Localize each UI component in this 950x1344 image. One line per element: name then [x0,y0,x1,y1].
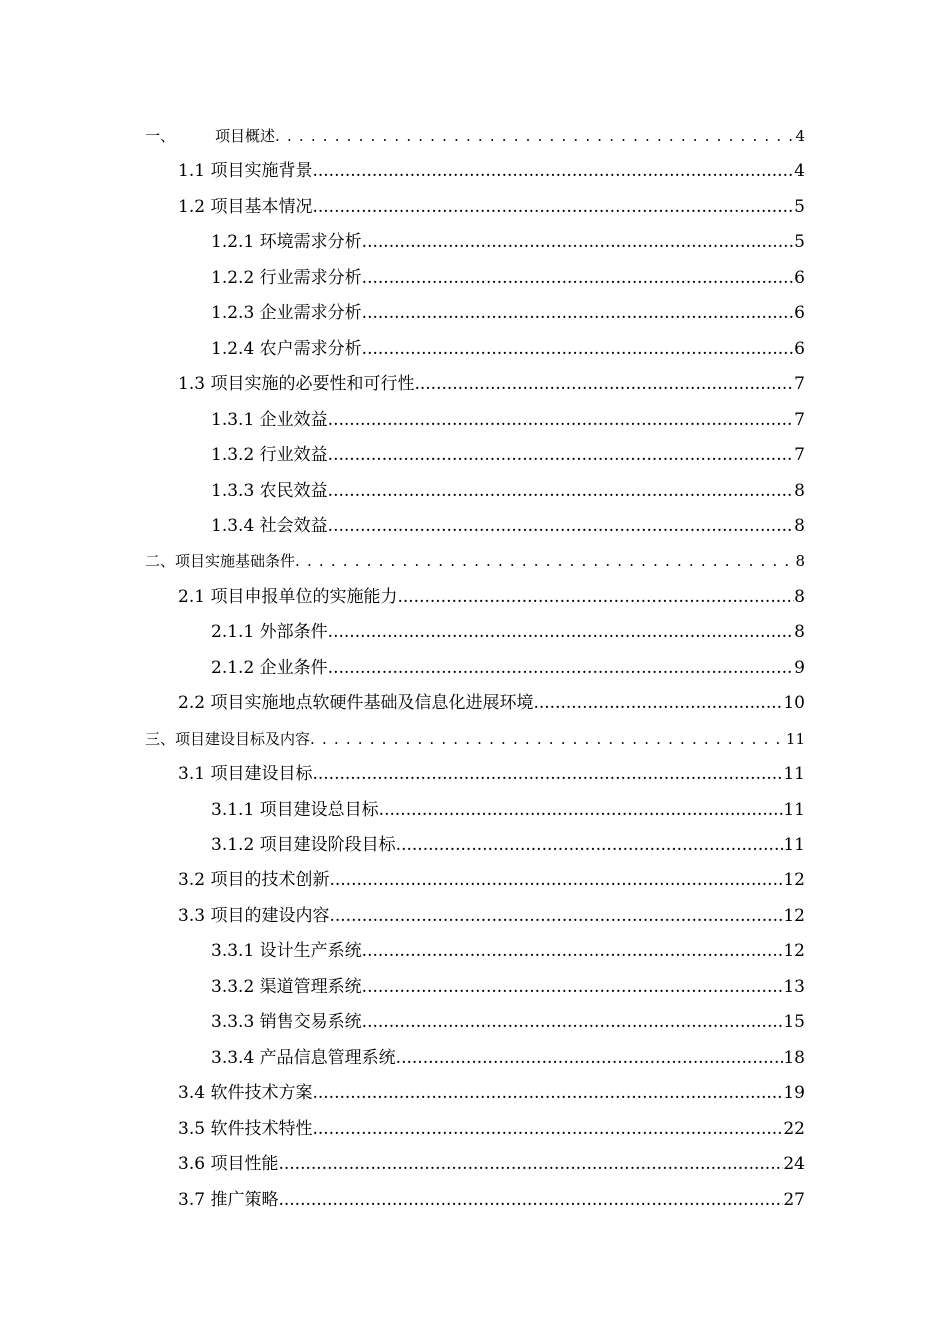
toc-page-number: 15 [783,1012,805,1033]
toc-entry-number: 1.3.2 [211,445,255,466]
toc-dot-leader [362,332,795,366]
toc-entry-number: 2.2 [178,693,206,714]
toc-entry-label [178,154,312,188]
toc-dot-leader [362,970,784,1004]
toc-page-number: 8 [794,515,805,536]
toc-entry-title: 企业需求分析 [259,303,362,324]
toc-entry-label [211,970,362,1004]
toc-entry-label [178,1183,278,1217]
toc-page-number: 8 [794,622,805,643]
toc-entry[interactable] [178,154,805,188]
toc-entry-title: 渠道管理系统 [259,976,362,997]
toc-entry-number: 1.3 [178,374,206,395]
toc-entry-title: 项目实施背景 [210,161,313,182]
toc-page-number: 11 [783,835,805,855]
toc-entry-label [211,332,362,366]
toc-entry-title: 项目的技术创新 [210,870,330,891]
toc-entry[interactable] [211,970,805,1004]
toc-entry-number: 3.1 [178,764,206,785]
toc-entry-title: 项目概述 [215,127,276,145]
toc-dot-leader [312,1076,783,1110]
toc-entry-number: 1.2.1 [211,232,255,253]
toc-page-number: 19 [783,1083,805,1104]
toc-entry[interactable] [211,403,805,437]
toc-entry-title: 项目实施基础条件 [175,552,296,571]
toc-entry[interactable] [211,828,805,862]
toc-entry-label [178,190,312,224]
toc-entry-number: 2.1.1 [211,622,255,643]
toc-entry-label [211,403,328,437]
toc-entry-title: 项目建设目标 [210,764,313,785]
toc-entry-title: 环境需求分析 [259,232,362,253]
toc-entry-title: 设计生产系统 [259,941,362,962]
toc-page-number: 6 [794,267,805,288]
toc-entry-label [178,863,329,897]
toc-dot-leader [275,119,795,153]
toc-entry-number: 3.3.1 [211,941,255,962]
toc-entry-title: 项目性能 [210,1154,279,1175]
toc-entry[interactable] [211,296,805,330]
toc-entry-number: 1.2 [178,196,206,217]
toc-entry-title: 软件技术方案 [210,1083,313,1104]
toc-entry-title: 项目的建设内容 [210,905,330,926]
toc-dot-leader [328,403,795,437]
toc-entry[interactable] [145,119,805,153]
toc-dot-leader [396,828,784,862]
toc-entry-label [178,1112,312,1146]
toc-dot-leader [329,863,783,897]
toc-page-number: 4 [795,127,805,145]
toc-entry-title: 产品信息管理系统 [259,1047,396,1068]
toc-page-number: 6 [794,303,805,324]
toc-entry-label [178,1147,278,1181]
toc-dot-leader [329,899,783,933]
toc-entry[interactable] [211,1005,805,1039]
toc-dot-leader [328,438,795,472]
toc-entry[interactable] [178,757,805,791]
toc-dot-leader [362,934,784,968]
toc-dot-leader [312,757,783,791]
toc-entry-title: 农民效益 [259,480,328,501]
toc-dot-leader [278,1147,783,1181]
toc-entry-title: 项目实施地点软硬件基础及信息化进展环境 [210,693,534,714]
toc-entry-label [211,509,328,543]
toc-entry-number: 3.3 [178,905,206,926]
toc-page-number: 18 [783,1047,805,1068]
toc-page-number: 27 [783,1189,805,1210]
toc-entry-title: 行业效益 [259,445,328,466]
toc-page-number: 5 [794,196,805,217]
toc-entry[interactable] [211,651,805,685]
toc-dot-leader [328,615,795,649]
toc-entry-label [145,722,310,756]
toc-dot-leader [312,1112,783,1146]
toc-dot-leader [362,1005,784,1039]
toc-entry-number: 3.3.3 [211,1012,255,1033]
toc-entry[interactable] [178,1076,805,1110]
toc-dot-leader [312,154,794,188]
toc-page-number: 11 [783,799,805,820]
toc-page-number: 7 [794,374,805,395]
toc-entry[interactable] [211,1041,805,1075]
toc-dot-leader [312,190,794,224]
toc-entry-number: 1.2.2 [211,267,255,288]
toc-entry[interactable] [211,509,805,543]
toc-dot-leader [278,1183,783,1217]
toc-entry-label [178,757,312,791]
toc-entry-number: 二、 [145,552,176,571]
toc-dot-leader [328,474,795,508]
toc-entry-number: 2.1 [178,586,206,607]
toc-entry-number: 3.1.2 [211,835,255,855]
toc-dot-leader [396,1041,784,1075]
toc-entry[interactable] [178,1147,805,1181]
toc-entry[interactable] [178,686,805,720]
toc-page-number: 6 [794,338,805,359]
toc-page-number: 7 [794,445,805,466]
toc-entry-title: 企业效益 [259,409,328,430]
toc-entry-title: 项目基本情况 [210,196,313,217]
toc-entry-label [145,544,295,578]
toc-entry-label [178,899,329,933]
toc-dot-leader [414,367,794,401]
toc-entry-number: 3.6 [178,1154,206,1175]
toc-entry-label [178,686,533,720]
toc-entry-label [211,793,379,827]
toc-page-number: 8 [795,552,805,571]
toc-entry[interactable] [211,934,805,968]
toc-entry[interactable] [145,544,805,578]
toc-entry-title: 外部条件 [259,622,328,643]
toc-entry-label [211,1041,396,1075]
toc-entry-number: 3.7 [178,1189,206,1210]
toc-entry-label [211,615,328,649]
toc-entry-title: 农户需求分析 [259,338,362,359]
toc-entry-number: 1.2.3 [211,303,255,324]
toc-page-number: 24 [783,1154,805,1175]
toc-entry[interactable] [178,1183,805,1217]
toc-entry[interactable] [211,615,805,649]
toc-entry-title: 项目申报单位的实施能力 [210,586,398,607]
toc-entry-label [178,580,397,614]
toc-entry-label [211,261,362,295]
toc-entry-label [178,367,414,401]
toc-entry[interactable] [178,367,805,401]
toc-entry-label [211,474,328,508]
toc-entry-title: 项目建设总目标 [259,799,379,820]
toc-entry-label [211,651,328,685]
toc-entry-label [145,119,275,153]
toc-dot-leader [362,261,795,295]
toc-entry-title: 销售交易系统 [259,1012,362,1033]
toc-entry[interactable] [178,1112,805,1146]
toc-entry[interactable] [178,863,805,897]
toc-entry-title: 项目实施的必要性和可行性 [210,374,415,395]
toc-entry[interactable] [211,261,805,295]
toc-entry-label [211,296,362,330]
toc-entry-number: 1.1 [178,161,206,182]
toc-page-number: 22 [783,1118,805,1139]
toc-dot-leader [362,225,795,259]
toc-entry-title: 项目建设阶段目标 [259,835,396,855]
toc-entry-number: 1.3.3 [211,480,255,501]
toc-page-number: 12 [783,870,805,891]
toc-dot-leader [533,686,783,720]
toc-entry-number: 3.3.4 [211,1047,255,1068]
toc-entry-label [211,1005,362,1039]
toc-entry-number: 三、 [145,729,176,748]
toc-page-number: 12 [783,941,805,962]
toc-page-number: 9 [794,657,805,678]
toc-dot-leader [397,580,794,614]
toc-entry[interactable] [211,793,805,827]
toc-page-number: 8 [794,586,805,607]
toc-page-number: 7 [794,409,805,430]
toc-entry[interactable] [178,899,805,933]
toc-entry-number: 1.2.4 [211,338,255,359]
toc-entry-number: 3.5 [178,1118,206,1139]
toc-entry-number: 3.2 [178,870,206,891]
toc-entry-label [211,438,328,472]
toc-entry-label [178,1076,312,1110]
toc-dot-leader [362,296,795,330]
toc-entry-title: 推广策略 [210,1189,279,1210]
toc-entry-number: 2.1.2 [211,657,255,678]
toc-page-number: 11 [785,729,805,748]
toc-entry-title: 项目建设目标及内容 [175,729,311,748]
toc-page-number: 8 [794,480,805,501]
toc-entry[interactable] [178,580,805,614]
toc-page-number: 4 [794,161,805,182]
toc-entry-number: 3.4 [178,1083,206,1104]
toc-entry[interactable] [178,190,805,224]
toc-entry-label [211,828,396,862]
toc-entry-number: 3.1.1 [211,799,255,820]
toc-entry-title: 社会效益 [259,515,328,536]
toc-entry-number: 3.3.2 [211,976,255,997]
toc-dot-leader [328,509,795,543]
toc-entry-title: 行业需求分析 [259,267,362,288]
toc-page-number: 11 [783,764,805,785]
toc-entry[interactable] [211,225,805,259]
toc-entry[interactable] [211,474,805,508]
toc-entry[interactable] [211,438,805,472]
toc-page-number: 12 [783,905,805,926]
toc-entry-title: 企业条件 [259,657,328,678]
toc-entry-number: 一、 [145,127,176,145]
toc-page-number: 10 [783,693,805,714]
toc-dot-leader [310,722,786,756]
toc-page-number: 5 [794,232,805,253]
toc-entry[interactable] [145,722,805,756]
toc-entry-label [211,934,362,968]
toc-dot-leader [295,544,795,578]
toc-entry-label [211,225,362,259]
toc-entry-number: 1.3.1 [211,409,255,430]
toc-dot-leader [328,651,795,685]
toc-entry-number: 1.3.4 [211,515,255,536]
toc-entry-title: 软件技术特性 [210,1118,313,1139]
toc-dot-leader [379,793,784,827]
toc-page-number: 13 [783,976,805,997]
toc-entry[interactable] [211,332,805,366]
